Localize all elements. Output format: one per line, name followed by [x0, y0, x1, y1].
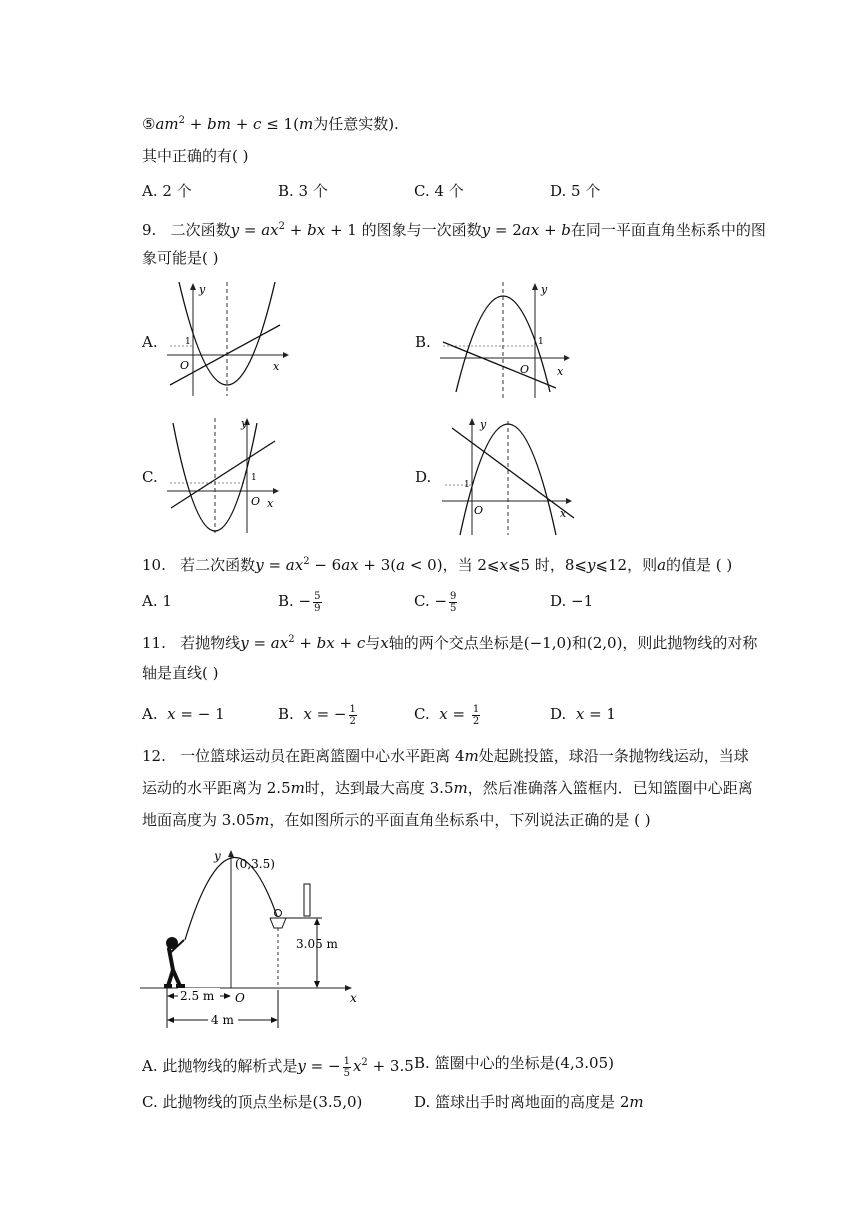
q11-option-d: D. x = 1 [550, 705, 616, 723]
q12-option-d: D. 篮球出手时离地面的高度是 2m [414, 1093, 644, 1111]
q8-option-a: A. 2 个 [142, 182, 192, 200]
q9a-one-label: 1 [185, 337, 191, 347]
q12-option-b: B. 篮圈中心的坐标是(4,3.05) [414, 1054, 614, 1072]
q10-option-a: A. 1 [142, 592, 172, 610]
q9c-x-label: x [267, 497, 274, 510]
q9b-one-label: 1 [538, 337, 544, 347]
q11-stem: 11. 若抛物线$y = ax^2$ + bx + c与x轴的两个交点坐标是(−1,0)和(2,0)，则此抛物线的对称 [142, 634, 758, 652]
player-silhouette [164, 937, 185, 988]
dist-label-2-5: 2.5 m [180, 989, 215, 1003]
q9b-y-label: y [541, 283, 548, 296]
q8-option-d: D. 5 个 [550, 182, 601, 200]
q12-option-a: A. 此抛物线的解析式是y = − $\frac{1}{5}$ $x^2 + 3.5$ [142, 1055, 414, 1079]
q9c-y-label: y [241, 417, 248, 430]
q9-option-c-label: C. [142, 468, 158, 486]
q9-graph-a [165, 280, 295, 400]
q12-stem-line2: 运动的水平距离为 2.5m时，达到最大高度 3.5m，然后准确落入篮框内．已知篮圈中心距离 [142, 779, 753, 797]
q12-stem-line3: 地面高度为 3.05m，在如图所示的平面直角坐标系中，下列说法正确的是 ( ) [142, 811, 651, 829]
fig-origin-label: O [235, 991, 245, 1005]
q10-option-d: D. −1 [550, 592, 594, 610]
q9-stem-line2: 象可能是( ) [142, 249, 219, 267]
dist-label-4: 4 m [211, 1013, 234, 1027]
q9-graph-d [440, 413, 580, 538]
q11-stem-line2: 轴是直线( ) [142, 664, 219, 682]
q11-option-c: C. x = $\frac{1}{2}$ [414, 703, 480, 727]
q9a-y-label: y [199, 283, 206, 296]
q10-option-b: B. − $\frac{5}{9}$ [278, 590, 321, 614]
q8-option-c: C. 4 个 [414, 182, 464, 200]
q9a-origin-label: O [180, 359, 190, 372]
q9d-origin-label: O [474, 504, 484, 517]
q12-stem-line1: 12. 一位篮球运动员在距离篮圈中心水平距离 4m处起跳投篮，球沿一条抛物线运动，当球 [142, 747, 749, 765]
q9-option-a-label: A. [142, 333, 158, 351]
q9b-x-label: x [557, 365, 564, 378]
q9a-x-label: x [273, 360, 280, 373]
q9c-one-label: 1 [251, 473, 257, 483]
vertex-label: (0,3.5) [235, 857, 275, 871]
q12-option-c: C. 此抛物线的顶点坐标是(3.5,0) [142, 1093, 363, 1111]
q8-option-b: B. 3 个 [278, 182, 328, 200]
q9d-one-label: 1 [464, 480, 470, 490]
q11-option-a: A. x = − 1 [142, 705, 225, 723]
fig-y-label: y [214, 849, 221, 863]
q9-option-d-label: D. [415, 468, 432, 486]
q12-basketball-figure [140, 840, 380, 1040]
q9d-x-label: x [560, 507, 567, 520]
q9d-y-label: y [480, 418, 487, 431]
q10-stem: 10. 若二次函数$y = ax^2 - 6ax + 3(a < 0)$，当 2⩽x⩽5 时，8⩽y⩽12，则a的值是 ( ) [142, 556, 733, 574]
q8-question-tail: 其中正确的有( ) [142, 147, 249, 165]
q9-stem: 9. 二次函数$y = ax^2$ + bx + 1 的图象与一次函数y = 2ax + b在同一平面直角坐标系中的图 [142, 221, 766, 239]
height-label: 3.05 m [296, 937, 338, 951]
q9-graph-c [165, 413, 295, 538]
q9c-origin-label: O [251, 495, 261, 508]
fig-x-label: x [350, 991, 357, 1005]
q8-item-5: $⑤am^2$ + bm + c ≤ 1(m为任意实数). [142, 115, 399, 133]
q9-graph-b [438, 280, 578, 400]
q10-option-c: C. − $\frac{9}{5}$ [414, 590, 457, 614]
q9b-origin-label: O [520, 363, 530, 376]
q9-option-b-label: B. [415, 333, 431, 351]
q11-option-b: B. x = − $\frac{1}{2}$ [278, 703, 356, 727]
